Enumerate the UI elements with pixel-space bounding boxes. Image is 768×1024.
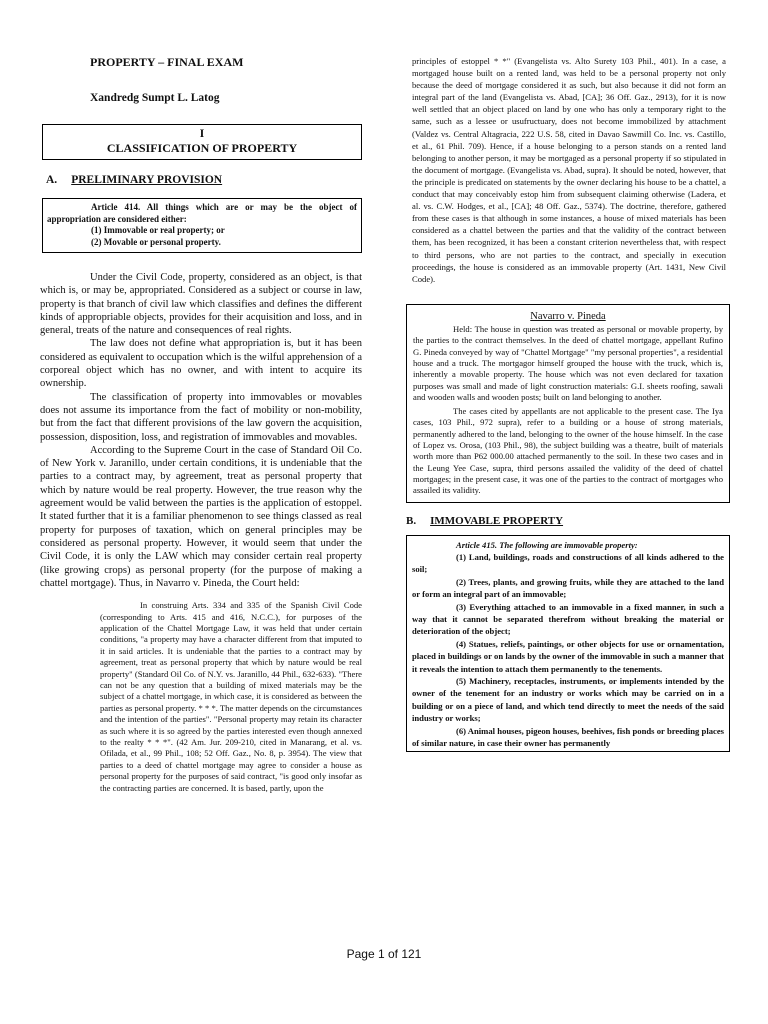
paragraph-4: According to the Supreme Court in the case of Standard Oil Co. of New York v. Jaranillo, under certain conditions, it is undeniable that the parties to a contract may, by agreement, treat as personal property that which by nature would be real property. However, the true reason why the agreement would be valid between the parties is the application of estoppel. It stated further that it is a familiar phenomenon to see things classed as real property for purposes of taxation, which on general principles may be considered as personal property. However, it would seem that under the Civil Code, it is only the LAW which may consider certain real property (like growing crops) as personal property (for the purpose of making a chattel mortgage). Thus, in Navarro v. Pineda, the Court held: [40,444,362,589]
case-digest-box [406,304,730,503]
document-title: PROPERTY – FINAL EXAM [90,55,244,69]
left-column [40,55,362,794]
article-415-item-2: (2) Trees, plants, and growing fruits, while they are attached to the land or form an integral part of an immovable; [412,576,724,600]
article-414-box [42,198,362,253]
section-b-heading [406,515,728,527]
section-a-heading [46,174,362,186]
article-415-item-1: (1) Land, buildings, roads and constructions of all kinds adhered to the soil; [412,551,724,575]
page-number-footer: Page 1 of 121 [346,947,422,961]
article-414-lead: Article 414. All things which are or may be the object of appropriation are considered either: [47,202,357,224]
article-414-item-1: (1) Immovable or real property; or [91,225,225,235]
article-415-item-3: (3) Everything attached to an immovable in a fixed manner, in such a way that it cannot be separated therefrom without breaking the material or deterioration of the object; [412,601,724,637]
case-held-paragraph: Held: The house in question was treated as personal or movable property, by the parties to the contract themselves. In the deed of chattel mortgage, appellant Rufino G. Pineda conveyed by way of "Chattel Mortgage" "my personal properties", a residential house and a truck. The mortgagor himself grouped the house with the truck, which is, inherently a movable property. The house which was not even declared for taxation purposes was small and made of light construction materials: G.I. sheets roofing, sawali and wooden walls and wooden posts; built on land belonging to another. [413,324,723,402]
chapter-heading-box [42,124,362,160]
author-name: Xandredg Sumpt L. Latog [90,92,220,104]
section-a-letter: A. [46,174,58,186]
section-b-title: IMMOVABLE PROPERTY [430,514,564,527]
paragraph-3: The classification of property into immovables or movables does not assume its importance from the fact of mobility or non-mobility, but from the fact that different provisions of the law govern the acquisition, possession, disposition, loss, and registration of immovables and movables. [40,391,362,443]
section-a-title: PRELIMINARY PROVISION [71,174,223,186]
article-415-item-4: (4) Statues, reliefs, paintings, or other objects for use or ornamentation, placed in buildings or on lands by the owner of the immovable in such a manner that it reveals the intention to attach them permanently to the tenements. [412,638,724,674]
case-second-paragraph: The cases cited by appellants are not applicable to the present case. The Iya cases, 103 Phil., 972 supra), refer to a building or a house of strong materials, permanently adhered to the land, belonging to the owner of the house himself. In the case of Lopez vs. Orosa, (103 Phil., 98), the subject building was a theatre, built of materials worth more than P62 000.00 attached permanently to the soil. In these two cases and in the Leung Yee Case, supra, third persons assailed the validity of the deed of chattel mortgages; in the present case, it was one of the parties to the contract of mortgages who assailed its validity. [413,406,723,496]
block-quote-text: In construing Arts. 334 and 335 of the Spanish Civil Code (corresponding to Arts. 415 and 416, N.C.C.), for purposes of the application of the Chattel Mortgage Law, it was held that under certain conditions, "a property may have a character different from that imputed to it in said articles. It is undeniable that the parties to a contract may by agreement, treat as personal property that which by nature would be real property" (Standard Oil Co. of N.Y. vs. Jaranillo, 44 Phil., 632-633). "There can not be any question that a building of mixed materials may be the subject of a chattel mortgage, in which case, it is considered as between the parties as personal property. * * *. The matter depends on the circumstances and the intention of the parties". "Personal property may retain its character as such where it is so agreed by the parties interested even though annexed to the realty * * *". (42 Am. Jur. 209-210, cited in Manarang, et al. vs. Ofilada, et al., 99 Phil., 108; 52 Off. Gaz., No. 8, p. 3954). The view that parties to a deed of chattel mortgage may agree to consider a house as personal property for the purposes of said contract, "is good only insofar as the contracting parties are concerned. It is based, partly, upon the [100,600,362,793]
section-b-letter: B. [406,514,417,527]
block-quote [100,600,362,794]
right-column [404,55,728,752]
paragraph-2: The law does not define what appropriation is, but it has been considered as equivalent to occupation which is the wilful apprehension of a corporeal object which has no owner, and with intent to acquire its ownership. [40,338,362,390]
article-415-box [406,535,730,753]
article-415-item-6: (6) Animal houses, pigeon houses, beehives, fish ponds or breeding places of similar nature, in case their owner has permanently [412,725,724,749]
paragraph-1: Under the Civil Code, property, considered as an object, is that which is, or may be, appropriated. Considered as a subject or course in law, property is that branch of civil law which classifies and defines the different kinds of appropriable objects, provides for their acquisition and loss, and in general, treats of the nature and consequences of real rights. [40,272,362,337]
article-415-lead: Article 415. The following are immovable property: [456,539,638,550]
continued-quote-text: principles of estoppel * *" (Evangelista vs. Alto Surety 103 Phil., 401). In a case, a mortgaged house built on a rented land, was held to be a personal property not only because the deed of mortgage considered it as such, but also because it did not form an integral part of the land (Evangelista vs. Abad, [CA]; 36 Off. Gaz., 2913), for it is now well settled that an object placed on land by one who has only a temporary right to the same, such as a lessee or usufructuary, does not become immobilized by attachment (Valdez vs. Central Altagracia, 222 U.S. 58, cited in Davao Sawmill Co. Inc. vs. Castillo, et al., 61 Phil. 709). Hence, if a house belonging to a person stands on a rented land belonging to another person, it may be mortgaged as a personal property if so stipulated in the document of mortgage. (Evangelista vs. Abad, supra). It should be noted, however, that the principle is predicated on statements by the owner declaring his house to be a chattel, a conduct that may conceivably estop him from subsequent claiming otherwise (Ladera, et al. vs. C.W. Hodges, et al., [CA]; 48 Off. Gaz., 5374). The doctrine, therefore, gathered from these cases is that although in some instances, a house of mixed materials has been considered as a chattel between the parties and that the validity of the contract between them, has been recognized, it has been a constant criterion nevertheless that, with respect to third persons, who are not parties to the contract, and specially in execution proceedings, the house is considered as an immovable property (Art. 1431, New Civil Code). [412,56,726,284]
article-414-item-2: (2) Movable or personal property. [91,236,221,247]
chapter-number: I [199,126,205,140]
case-title: Navarro v. Pineda [530,310,606,322]
chapter-title: CLASSIFICATION OF PROPERTY [106,141,298,155]
article-415-item-5: (5) Machinery, receptacles, instruments, or implements intended by the owner of the tenement for an industry or works which may be carried on in a building or on a piece of land, and which tend directly to meet the needs of the said industry or works; [412,676,724,724]
